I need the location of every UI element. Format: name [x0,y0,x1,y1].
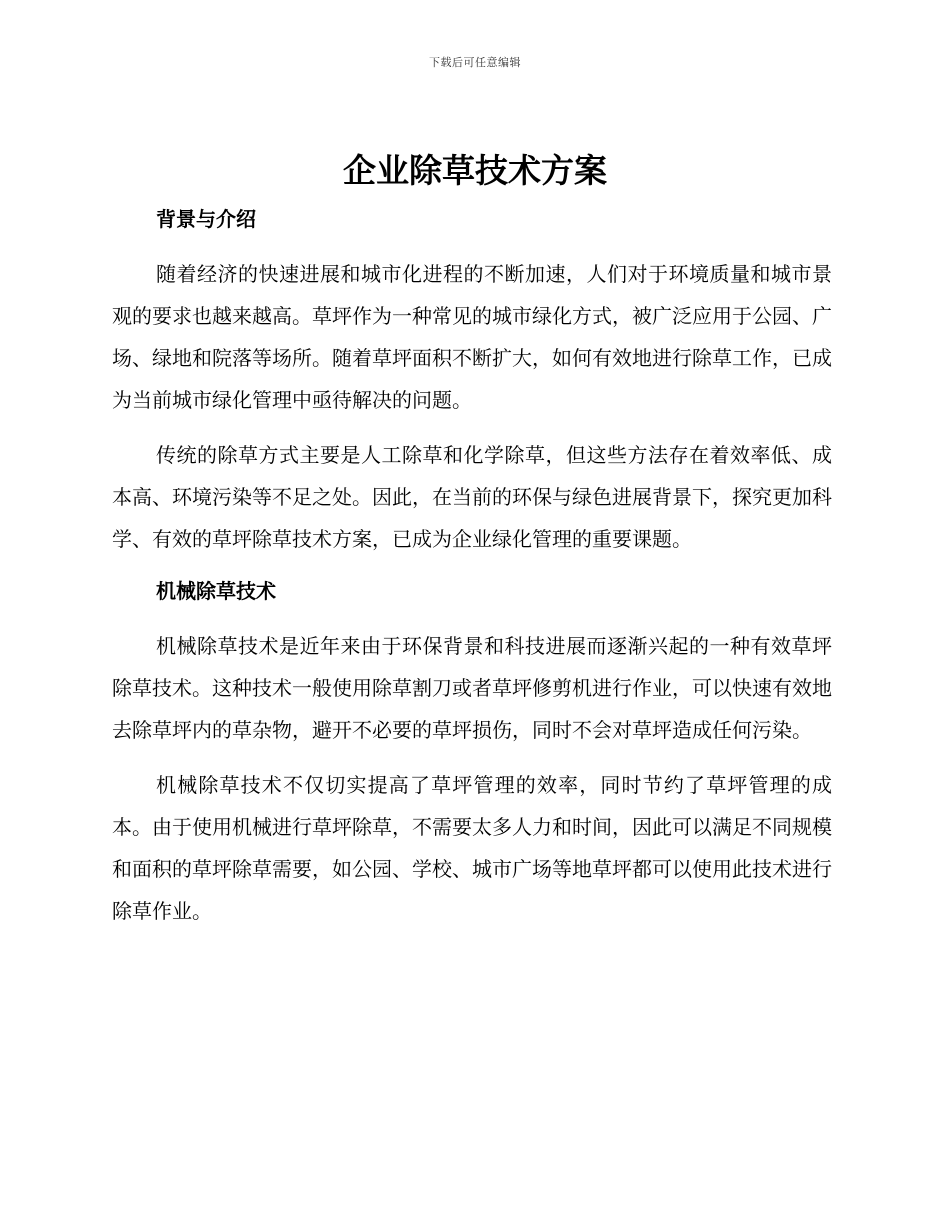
section-heading-mechanical-weeding: 机械除草技术 [156,579,276,603]
paragraph: 随着经济的快速进展和城市化进程的不断加速，人们对于环境质量和城市景观的要求也越来越高。草坪作为一种常见的城市绿化方式，被广泛应用于公园、广场、绿地和院落等场所。随着草坪面积不断扩大，如何有效地进行除草工作，已成为当前城市绿化管理中亟待解决的问题。 [112,262,832,412]
section-heading-background: 背景与介绍 [156,207,256,231]
document-title: 企业除草技术方案 [343,151,607,190]
paragraph: 机械除草技术不仅切实提高了草坪管理的效率，同时节约了草坪管理的成本。由于使用机械进行草坪除草，不需要太多人力和时间，因此可以满足不同规模和面积的草坪除草需要，如公园、学校、城市广场等地草坪都可以使用此技术进行除草作业。 [112,773,832,923]
document-body [112,198,832,932]
paragraph: 机械除草技术是近年来由于环保背景和科技进展而逐渐兴起的一种有效草坪除草技术。这种技术一般使用除草割刀或者草坪修剪机进行作业，可以快速有效地去除草坪内的草杂物，避开不必要的草坪损伤，同时不会对草坪造成任何污染。 [112,634,832,742]
paragraph: 传统的除草方式主要是人工除草和化学除草，但这些方法存在着效率低、成本高、环境污染等不足之处。因此，在当前的环保与绿色进展背景下，探究更加科学、有效的草坪除草技术方案，已成为企业绿化管理的重要课题。 [112,443,832,551]
header-note: 下载后可任意编辑 [429,56,521,69]
